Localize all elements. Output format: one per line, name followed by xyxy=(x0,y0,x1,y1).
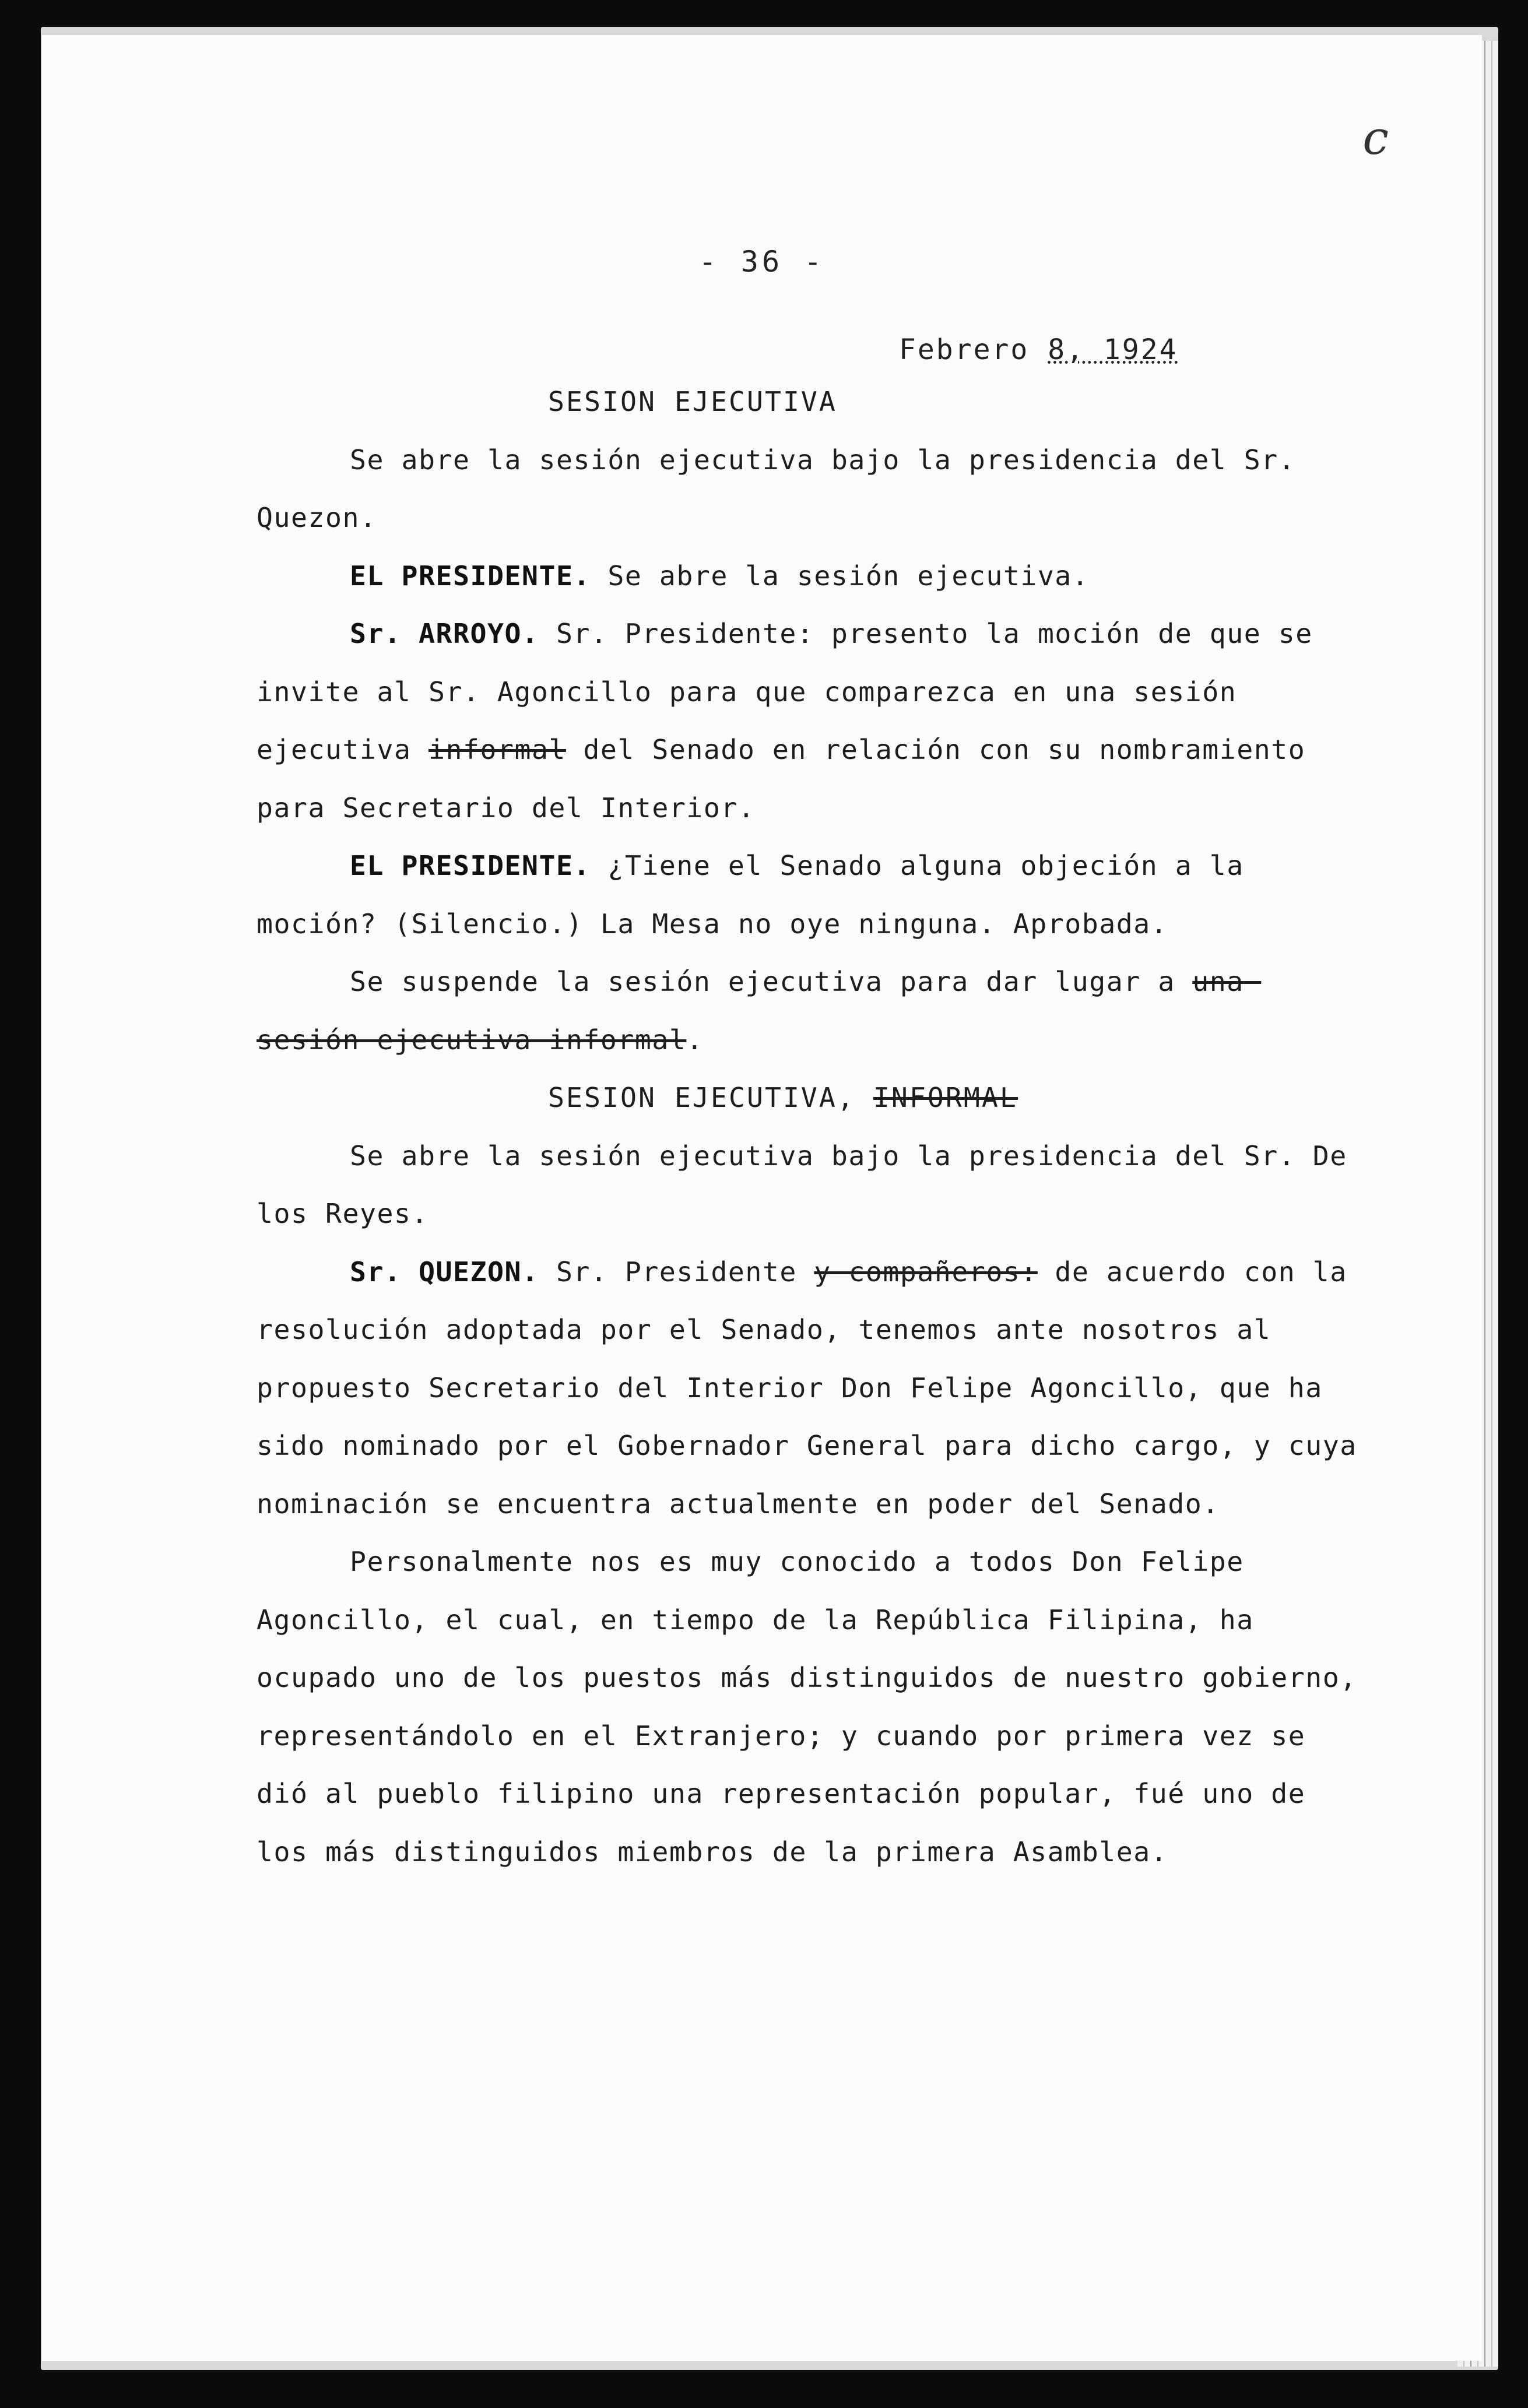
paragraph: Se abre la sesión ejecutiva bajo la presidencia del Sr. Quezon. xyxy=(257,444,1313,533)
heading-sesion-ejecutiva: SESION EJECUTIVA xyxy=(548,386,837,417)
date-month: Febrero xyxy=(899,333,1030,366)
speaker: Sr. QUEZON. xyxy=(350,1256,539,1288)
paragraph: Sr. QUEZON. Sr. Presidente y compañeros: de acuerdo con la resolución adoptada por el Senado, tenemos ante nosotros al propuesto Secretario del Interior Don Felipe Agoncillo, que ha sido nominado por el Gobernador General para dicho cargo, y cuya nominación se encuentra actualmente en poder del Senado. xyxy=(257,1256,1375,1520)
paragraph: EL PRESIDENTE. ¿Tiene el Senado alguna objeción a la moción? (Silencio.) La Mesa no oye ninguna. Aprobada. xyxy=(257,850,1262,940)
paragraph: Personalmente nos es muy conocido a todos Don Felipe Agoncillo, el cual, en tiempo de la República Filipina, ha ocupado uno de los puestos más distinguidos de nuestro gobierno, representándolo en el Extranjero; y cuando por primera vez se dió al pueblo filipino una representación popular, fué uno de los más distinguidos miembros de la primera Asamblea. xyxy=(257,1546,1375,1868)
paragraph: Sr. ARROYO. Sr. Presidente: presento la moción de que se invite al Sr. Agoncillo para que comparezca en una sesión ejecutiva informal del Senado en relación con su nombramiento para Secretario del Interior. xyxy=(257,618,1330,824)
date-day: 8, 1924 xyxy=(1048,333,1178,366)
paragraph: Se suspende la sesión ejecutiva para dar lugar a una sesión ejecutiva informal. xyxy=(257,966,1262,1056)
paragraph: Se abre la sesión ejecutiva bajo la presidencia del Sr. De los Reyes. xyxy=(257,1140,1365,1229)
struck-text: informal xyxy=(428,734,566,765)
speaker: EL PRESIDENTE. xyxy=(350,850,591,881)
paragraph: EL PRESIDENTE. Se abre la sesión ejecutiva. xyxy=(350,560,1090,592)
struck-text: una sesión ejecutiva informal xyxy=(257,966,1262,1056)
heading-sesion-ejecutiva-informal: SESION EJECUTIVA, INFORMAL xyxy=(548,1082,1018,1113)
struck-text: INFORMAL xyxy=(873,1082,1018,1113)
corner-mark: c xyxy=(1362,111,1389,165)
document-body xyxy=(257,373,1375,1881)
document-date xyxy=(899,333,1178,366)
page-number: - 36 - xyxy=(698,245,826,279)
speaker: EL PRESIDENTE. xyxy=(350,560,591,592)
struck-text: y compañeros: xyxy=(814,1256,1038,1288)
speaker: Sr. ARROYO. xyxy=(350,618,539,649)
